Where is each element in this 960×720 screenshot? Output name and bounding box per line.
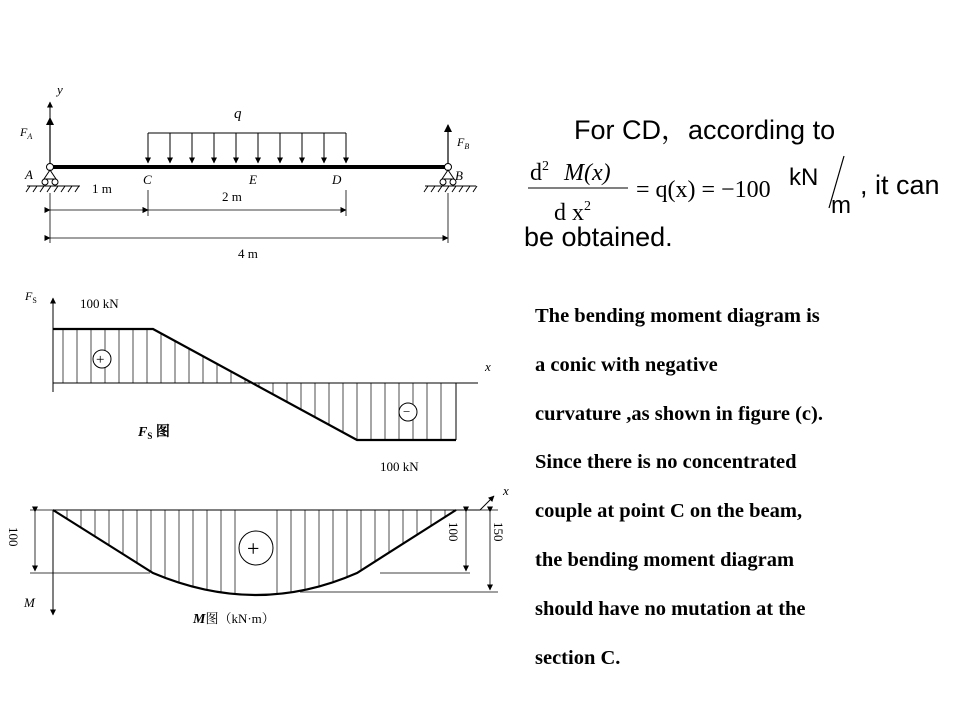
paragraph-line: section C. [535,646,621,669]
explanation-paragraph [535,292,945,682]
shear-force-diagram [24,289,491,474]
point-C-label: C [143,172,152,187]
dim-CD-label: 2 m [222,189,242,204]
formula-eq: = q(x) = −100 [636,177,771,203]
point-B-label: B [455,168,463,183]
load-q-label: q [234,106,242,122]
formula-unit-den: m [831,192,851,219]
point-D-label: D [332,172,342,187]
shear-caption: $F_S$ 图 [138,425,170,441]
point-A-label: A [25,167,33,182]
paragraph-line: the bending moment diagram [535,548,795,571]
formula-d2: $d^2$ [530,159,549,186]
formula-tail: , it can [860,170,940,200]
reaction-FA-label: $F_A$ [20,125,33,141]
formula-Mx: M(x) [564,160,611,186]
shear-minus-sign: − [403,404,411,419]
shear-top-value: 100 kN [80,296,119,311]
dim-AC-label: 1 m [92,181,112,196]
moment-M-axis-label: M [24,595,35,610]
shear-plus-sign: + [96,352,105,368]
dim-AB-label: 4 m [238,246,258,261]
shear-bottom-value: 100 kN [380,459,419,474]
point-E-label: E [249,172,257,187]
moment-plus-sign: + [247,536,260,561]
formula-dx: d $x^2$ [554,199,591,226]
beam-figure [19,82,477,261]
shear-curve [53,329,456,440]
formula [524,140,954,240]
paragraph-line: couple at point C on the beam, [535,500,803,523]
moment-right-value-1: 100 [446,522,461,542]
paragraph-line: curvature ,as shown in figure (c). [535,402,823,425]
moment-left-value: 100 [6,527,21,547]
paragraph-line: a conic with negative [535,353,718,376]
moment-x-axis-label: x [503,483,509,498]
paragraph-line: Since there is no concentrated [535,451,797,474]
moment-caption: M图（kN·m） [193,611,275,627]
shear-hatching [63,329,441,440]
reaction-FB-label: $F_B$ [457,135,470,151]
load-q-arrows [148,133,346,163]
shear-FS-axis-label: $F_S$ [25,289,37,305]
paragraph-line: The bending moment diagram is [535,305,820,327]
bending-moment-diagram [6,483,509,627]
intro-line-3: be obtained. [524,222,673,252]
intro-line-1: For CD，according to [574,115,836,145]
formula-unit-num: kN [789,164,819,191]
beam-y-label: y [57,82,63,97]
shear-x-axis-label: x [485,359,491,374]
moment-x-arrow [480,496,494,510]
paragraph-line: should have no mutation at the [535,597,806,620]
moment-right-value-2: 150 [491,522,506,542]
